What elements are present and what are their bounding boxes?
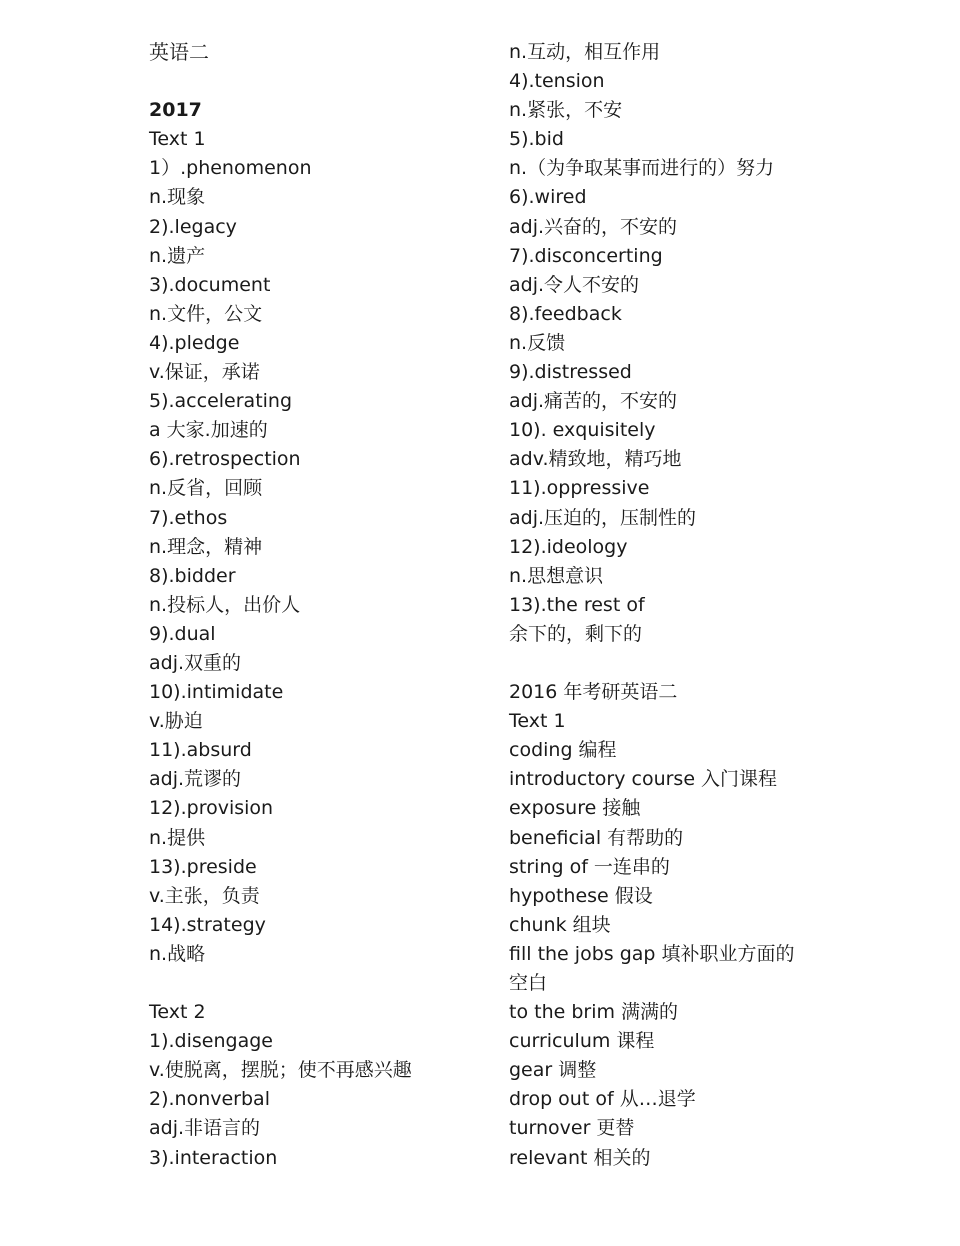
vocab-entry: introductory course 入门课程 — [509, 768, 778, 791]
vocab-word: 1).disengage — [149, 1030, 273, 1053]
vocab-definition: n.文件，公文 — [149, 302, 263, 325]
vocab-definition: adj.压迫的，压制性的 — [509, 506, 697, 529]
vocab-word: 8).feedback — [509, 302, 622, 325]
vocab-definition: adj.兴奋的，不安的 — [509, 215, 678, 238]
vocab-word: 2).legacy — [149, 215, 237, 238]
year-heading-2017: 2017 — [149, 99, 202, 122]
vocab-entry: curriculum 课程 — [509, 1030, 655, 1053]
vocab-word: 7).disconcerting — [509, 244, 663, 267]
spacer — [149, 67, 489, 96]
vocab-word: 4).pledge — [149, 331, 240, 354]
section-heading-2016: 2016 年考研英语二 — [509, 681, 678, 704]
vocab-entry: to the brim 满满的 — [509, 1001, 679, 1024]
vocab-definition: v.胁迫 — [149, 710, 203, 733]
vocab-definition: n.战略 — [149, 942, 206, 965]
vocab-word: 13).preside — [149, 855, 257, 878]
vocab-word: 6).retrospection — [149, 448, 301, 471]
vocab-word: 2).nonverbal — [149, 1088, 270, 1111]
vocab-entry: gear 调整 — [509, 1059, 597, 1082]
vocab-word: 3).document — [149, 273, 271, 296]
text2-heading: Text 2 — [149, 1001, 206, 1024]
vocab-word: 7).ethos — [149, 506, 228, 529]
vocab-word: 5).bid — [509, 128, 564, 151]
vocab-entry: chunk 组块 — [509, 913, 611, 936]
vocab-word: 6).wired — [509, 186, 587, 209]
vocab-definition: n.理念，精神 — [149, 535, 263, 558]
vocab-entry: exposure 接触 — [509, 797, 641, 820]
vocab-entry: turnover 更替 — [509, 1117, 635, 1140]
vocab-word: 10).intimidate — [149, 681, 284, 704]
vocab-definition: adj.非语言的 — [149, 1117, 261, 1140]
vocab-word: 3).interaction — [149, 1146, 278, 1169]
vocab-definition: adj.痛苦的，不安的 — [509, 390, 678, 413]
vocab-definition: n.反省，回顾 — [149, 477, 263, 500]
vocab-definition: a 大家.加速的 — [149, 419, 268, 442]
vocab-definition: v.保证，承诺 — [149, 361, 260, 384]
vocab-definition: n.思想意识 — [509, 564, 604, 587]
vocab-entry: beneficial 有帮助的 — [509, 826, 684, 849]
vocab-word: 9).distressed — [509, 361, 632, 384]
vocab-entry: relevant 相关的 — [509, 1146, 651, 1169]
vocab-entry: hypothese 假设 — [509, 884, 653, 907]
vocab-definition: v.使脱离，摆脱；使不再感兴趣 — [149, 1059, 412, 1082]
vocab-word: 13).the rest of — [509, 593, 645, 616]
vocab-definition: adv.精致地，精巧地 — [509, 448, 682, 471]
vocab-word: 8).bidder — [149, 564, 236, 587]
vocab-word: 5).accelerating — [149, 390, 293, 413]
vocab-definition: adj.双重的 — [149, 651, 242, 674]
vocab-definition: adj.令人不安的 — [509, 273, 640, 296]
document-title: 英语二 — [149, 40, 209, 64]
vocab-entry-continued: 空白 — [509, 972, 548, 994]
vocab-entry: coding 编程 — [509, 739, 617, 762]
vocab-entry: string of 一连串的 — [509, 855, 670, 878]
vocab-definition: 余下的，剩下的 — [509, 622, 643, 645]
spacer — [149, 969, 489, 998]
vocab-word: 1）.phenomenon — [149, 157, 312, 180]
vocab-word: 12).ideology — [509, 535, 628, 558]
vocab-definition: adj.荒谬的 — [149, 768, 242, 791]
vocab-word: 14).strategy — [149, 913, 266, 936]
right-column — [509, 38, 849, 1173]
left-column — [149, 38, 489, 1173]
vocab-word: 11).oppressive — [509, 477, 650, 500]
vocab-definition: v.主张，负责 — [149, 884, 260, 907]
vocab-definition: n.反馈 — [509, 331, 566, 354]
vocab-word: 9).dual — [149, 622, 216, 645]
vocab-word: 10). exquisitely — [509, 419, 656, 442]
vocab-definition: n.提供 — [149, 826, 206, 849]
vocab-definition: n.投标人，出价人 — [149, 593, 301, 616]
vocab-definition: n.遗产 — [149, 244, 206, 267]
vocab-definition: n.（为争取某事而进行的）努力 — [509, 157, 775, 180]
vocab-entry: drop out of 从…退学 — [509, 1088, 696, 1111]
vocab-word: 11).absurd — [149, 739, 252, 762]
vocab-definition: n.现象 — [149, 186, 206, 209]
vocab-word: 4).tension — [509, 70, 605, 93]
text1-heading: Text 1 — [149, 128, 206, 151]
vocab-definition: n.互动，相互作用 — [509, 41, 661, 63]
vocab-word: 12).provision — [149, 797, 274, 820]
spacer — [509, 649, 849, 678]
vocab-definition: n.紧张，不安 — [509, 99, 623, 122]
vocab-entry: fill the jobs gap 填补职业方面的 — [509, 942, 795, 965]
text1-heading-2016: Text 1 — [509, 710, 566, 733]
